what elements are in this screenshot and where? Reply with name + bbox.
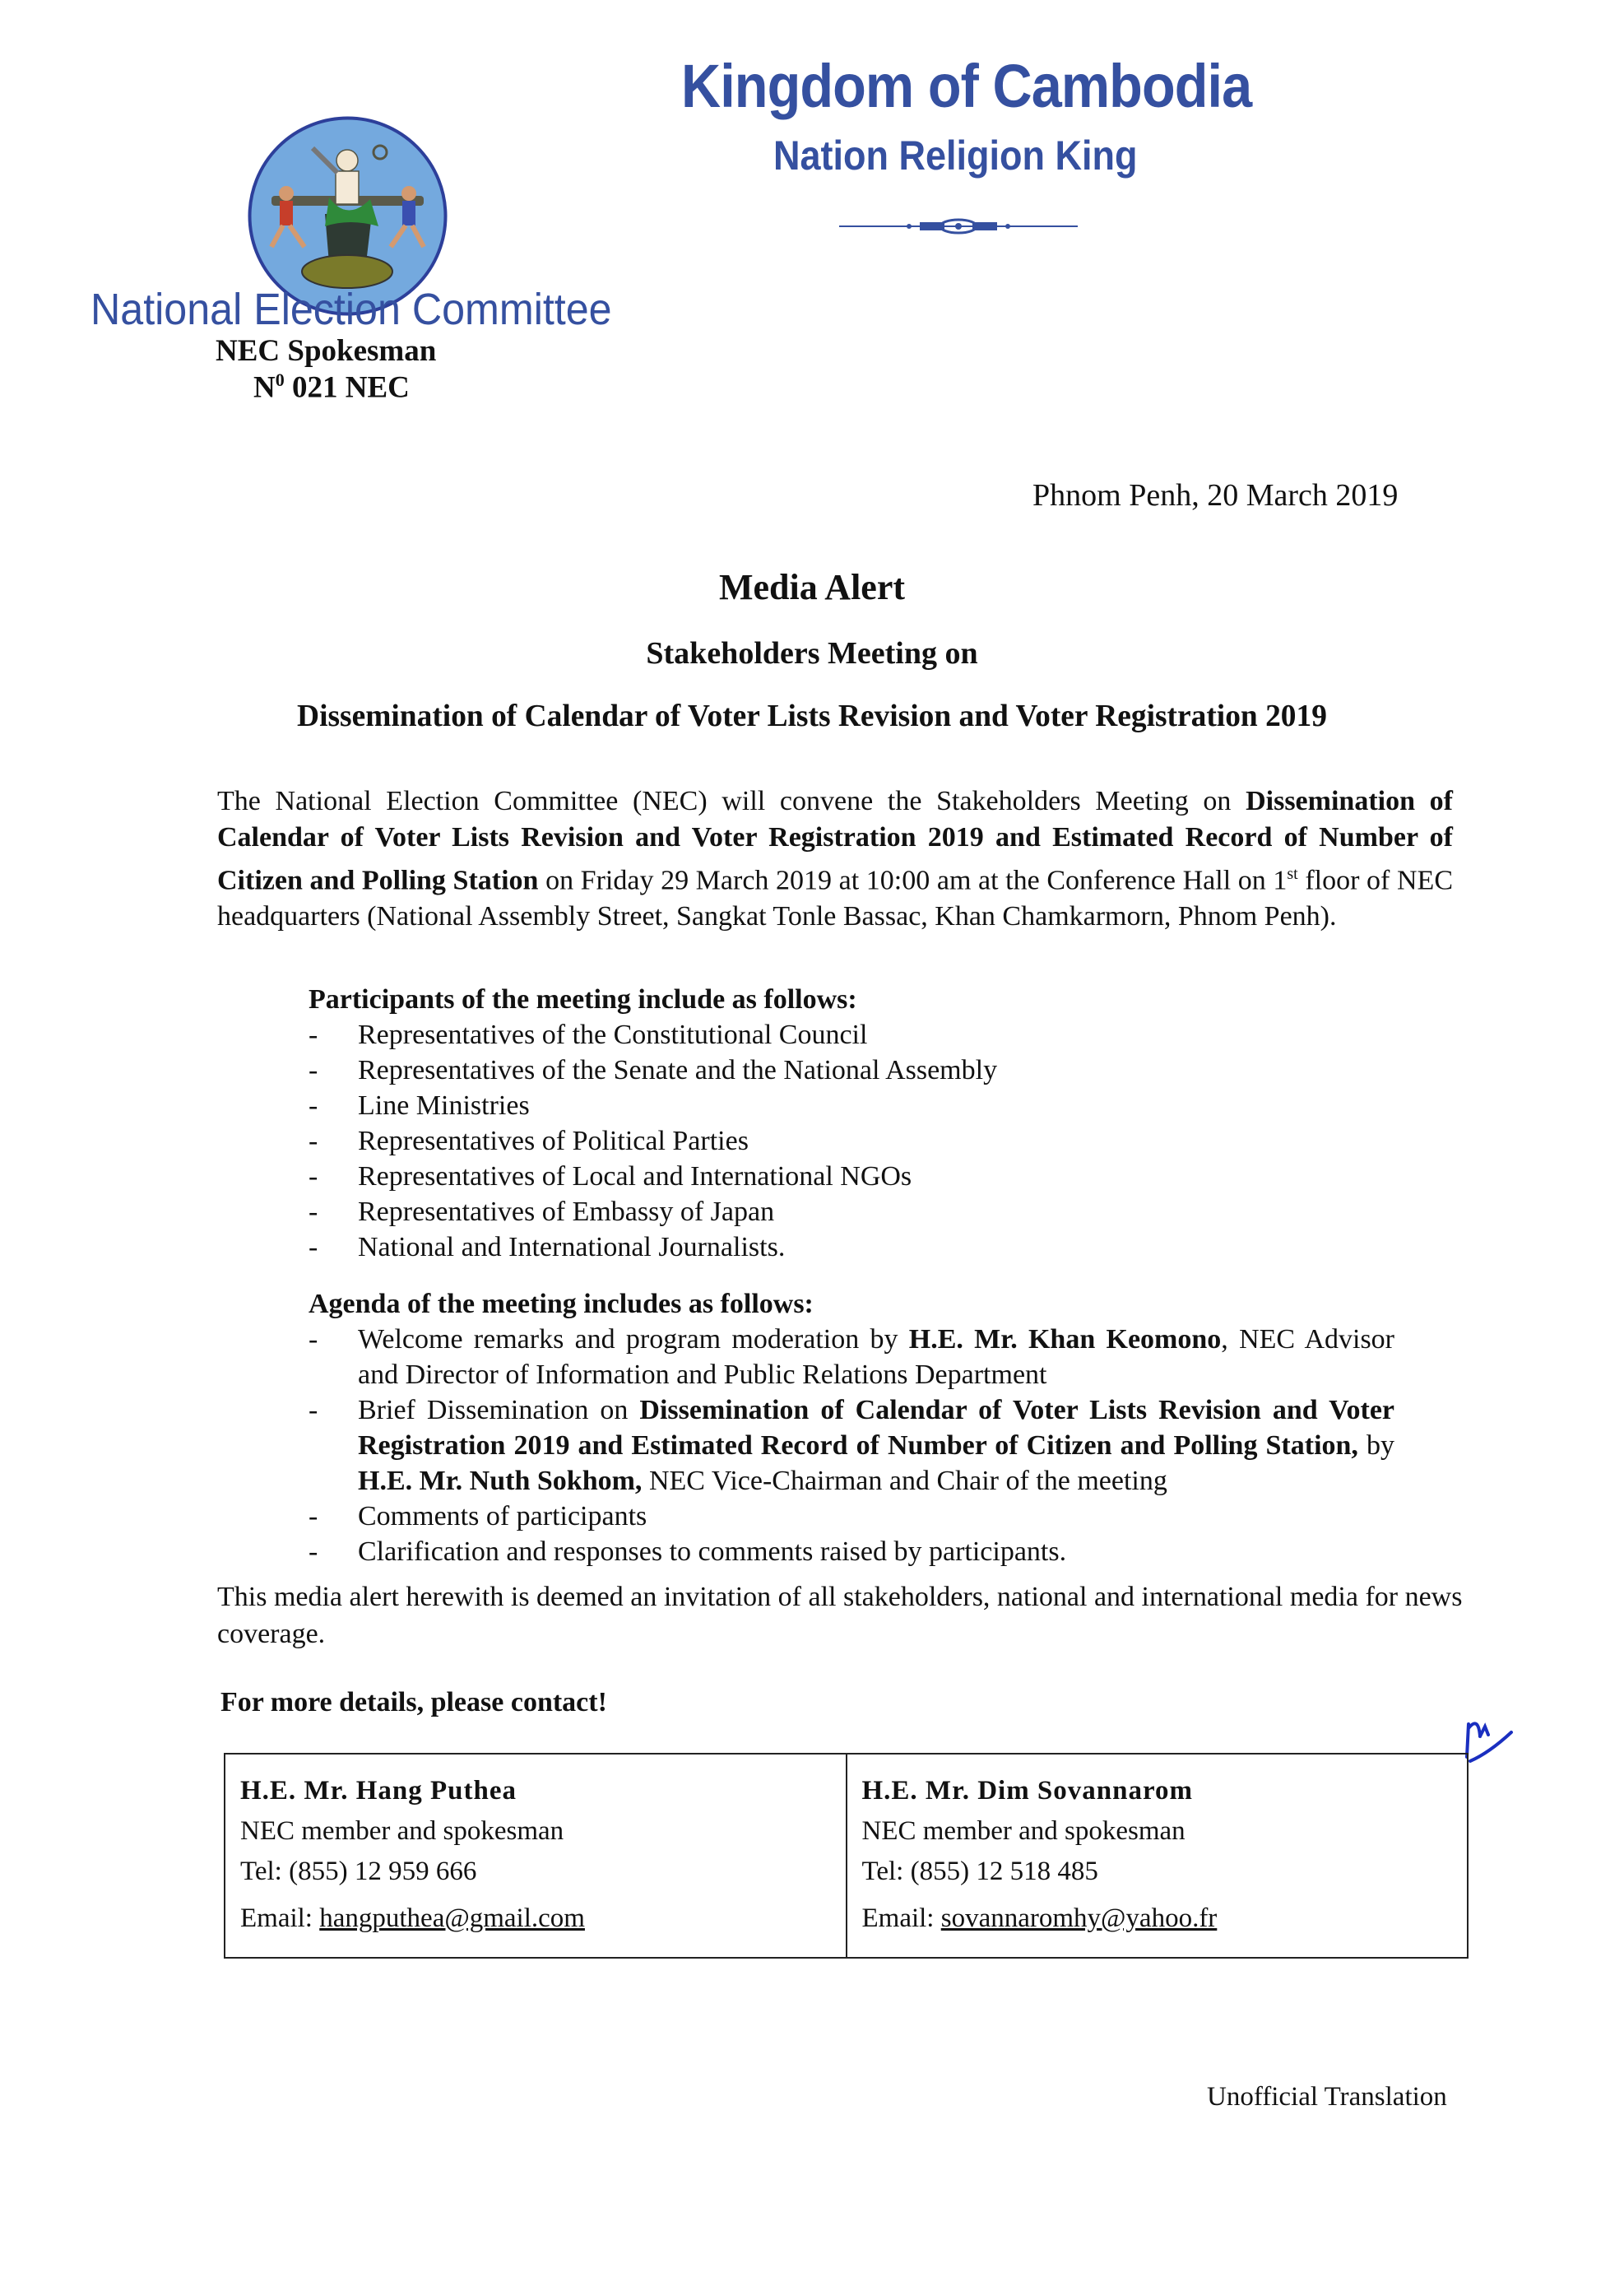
participants-list [309, 1017, 1131, 1265]
agenda-list [309, 1322, 1394, 1569]
organization-name: National Election Committee [90, 285, 612, 334]
contact-name: H.E. Mr. Dim Sovannarom [861, 1776, 1194, 1806]
participants-header: Participants of the meeting include as follows: [309, 984, 857, 1015]
national-motto: Nation Religion King [773, 132, 1138, 179]
list-item: - Welcome remarks and program moderation by H.E. Mr. Khan Keomono, NEC Advisor and Director of Information and Public Relations Department [309, 1324, 1395, 1390]
list-item: - Representatives of Local and International NGOs [309, 1161, 912, 1192]
contact-role: NEC member and spokesman [240, 1816, 564, 1846]
list-item: - Line Ministries [309, 1090, 530, 1121]
list-item: - Representatives of Embassy of Japan [309, 1197, 775, 1227]
contact-header: For more details, please contact! [220, 1687, 607, 1717]
contact-phone: Tel: (855) 12 959 666 [240, 1857, 477, 1886]
list-item: - National and International Journalists. [309, 1232, 786, 1262]
country-name: Kingdom of Cambodia [681, 52, 1252, 120]
participants-section [309, 982, 1131, 1265]
agenda-header: Agenda of the meeting includes as follows: [309, 1289, 814, 1319]
contact-table [224, 1753, 1469, 1959]
intro-paragraph: The National Election Committee (NEC) will convene the Stakeholders Meeting on Dissemination of Calendar of Voter Lists Revision and Voter Registration 2019 and Estimated Record of Number of Citizen and Polling Station on Friday 29 March 2019 at 10:00 am at the Conference Hall on 1st floor of NEC headquarters (National Assembly Street, Sangkat Tonle Bassac, Khan Chamkarmorn, Phnom Penh). [217, 786, 1454, 932]
footer-note: Unofficial Translation [1207, 2082, 1447, 2112]
contact-phone: Tel: (855) 12 518 485 [861, 1857, 1098, 1886]
document-number: $N^0$ 021 NEC [253, 369, 410, 405]
email-link[interactable]: hangputhea@gmail.com [319, 1903, 585, 1933]
list-item: - Comments of participants [309, 1501, 647, 1531]
list-item: - Representatives of the Senate and the National Assembly [309, 1055, 998, 1085]
document-title: Media Alert [718, 567, 906, 607]
document-subtitle-1: Stakeholders Meeting on [646, 636, 978, 671]
contact-role: NEC member and spokesman [861, 1816, 1186, 1846]
list-item: - Brief Dissemination on Dissemination of Calendar of Voter Lists Revision and Voter Registration 2019 and Estimated Record of Number of Citizen and Polling Station, by H.E. Mr. Nuth Sokhom, NEC Vice-Chairman and Chair of the meeting [309, 1395, 1395, 1496]
agenda-section [309, 1286, 1394, 1569]
contact-name: H.E. Mr. Hang Puthea [240, 1776, 517, 1806]
handwritten-initials-icon [1460, 1712, 1518, 1773]
closing-paragraph: This media alert herewith is deemed an invitation of all stakeholders, national and international media for news coverage. [217, 1582, 1463, 1649]
office-name: NEC Spokesman [216, 334, 437, 368]
contact-email-row: Email: hangputhea@gmail.com [240, 1903, 585, 1933]
contact-email-row: Email: sovannaromhy@yahoo.fr [861, 1903, 1218, 1933]
contact-card [846, 1755, 1468, 1957]
date-line: Phnom Penh, 20 March 2019 [1032, 478, 1399, 513]
list-item: - Clarification and responses to comments raised by participants. [309, 1536, 1067, 1567]
list-item: - Representatives of the Constitutional Council [309, 1020, 868, 1050]
ornamental-divider-icon [839, 218, 1078, 235]
document-subtitle-2: Dissemination of Calendar of Voter Lists Revision and Voter Registration 2019 [297, 699, 1327, 733]
list-item: - Representatives of Political Parties [309, 1126, 749, 1156]
email-link[interactable]: sovannaromhy@yahoo.fr [940, 1903, 1218, 1933]
contact-card [225, 1755, 846, 1957]
